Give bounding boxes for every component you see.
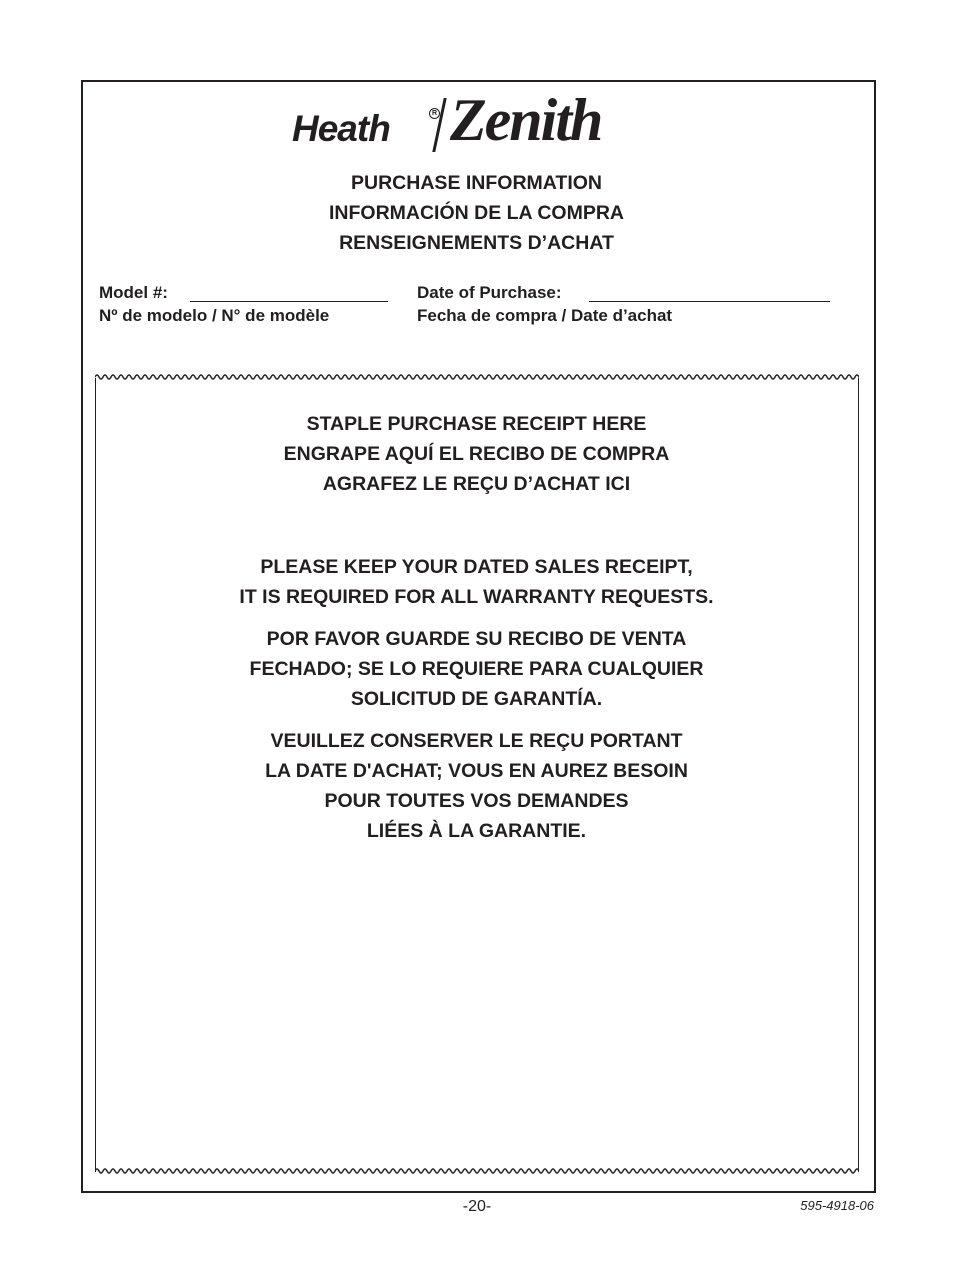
document-code: 595-4918-06 (800, 1198, 874, 1213)
logo-slash (432, 98, 446, 152)
date-of-purchase-label: Date of Purchase: (417, 283, 562, 302)
model-number-label: Model #: (99, 283, 168, 302)
date-of-purchase-field[interactable] (589, 301, 830, 302)
keep-es-line: FECHADO; SE LO REQUIERE PARA CUALQUIER (249, 658, 704, 680)
keep-receipt-english (81, 552, 872, 612)
logo-heath-text: Heath (292, 108, 390, 149)
date-of-purchase-sublabel: Fecha de compra / Date d’achat (417, 306, 673, 325)
logo-zenith-text: Zenith (450, 87, 602, 153)
registered-mark: R (429, 108, 440, 119)
title-english: PURCHASE INFORMATION (351, 172, 602, 194)
title-spanish: INFORMACIÓN DE LA COMPRA (328, 202, 624, 224)
staple-spanish: ENGRAPE AQUÍ EL RECIBO DE COMPRA (283, 443, 670, 465)
model-number-field[interactable] (190, 301, 388, 302)
keep-receipt-spanish (81, 624, 872, 714)
heath-zenith-logo (292, 87, 664, 156)
keep-es-line: SOLICITUD DE GARANTÍA. (350, 688, 603, 710)
staple-french: AGRAFEZ LE REÇU D’ACHAT ICI (322, 473, 631, 495)
keep-fr-line: LIÉES À LA GARANTIE. (366, 820, 587, 842)
staple-english: STAPLE PURCHASE RECEIPT HERE (306, 413, 647, 435)
page-number: -20- (462, 1198, 492, 1215)
keep-en-line: IT IS REQUIRED FOR ALL WARRANTY REQUESTS. (239, 586, 714, 608)
model-number-sublabel: Nº de modelo / N° de modèle (99, 306, 330, 325)
keep-es-line: POR FAVOR GUARDE SU RECIBO DE VENTA (266, 628, 687, 650)
keep-en-line: PLEASE KEEP YOUR DATED SALES RECEIPT, (260, 556, 693, 578)
staple-instructions (81, 409, 872, 499)
receipt-area-bottom-wavy-edge (95, 1166, 859, 1176)
keep-fr-line: POUR TOUTES VOS DEMANDES (324, 790, 629, 812)
title-french: RENSEIGNEMENTS D’ACHAT (339, 232, 614, 254)
keep-fr-line: LA DATE D'ACHAT; VOUS EN AUREZ BESOIN (265, 760, 688, 782)
keep-fr-line: VEUILLEZ CONSERVER LE REÇU PORTANT (270, 730, 683, 752)
keep-receipt-french (81, 726, 872, 846)
purchase-info-title (81, 168, 872, 258)
